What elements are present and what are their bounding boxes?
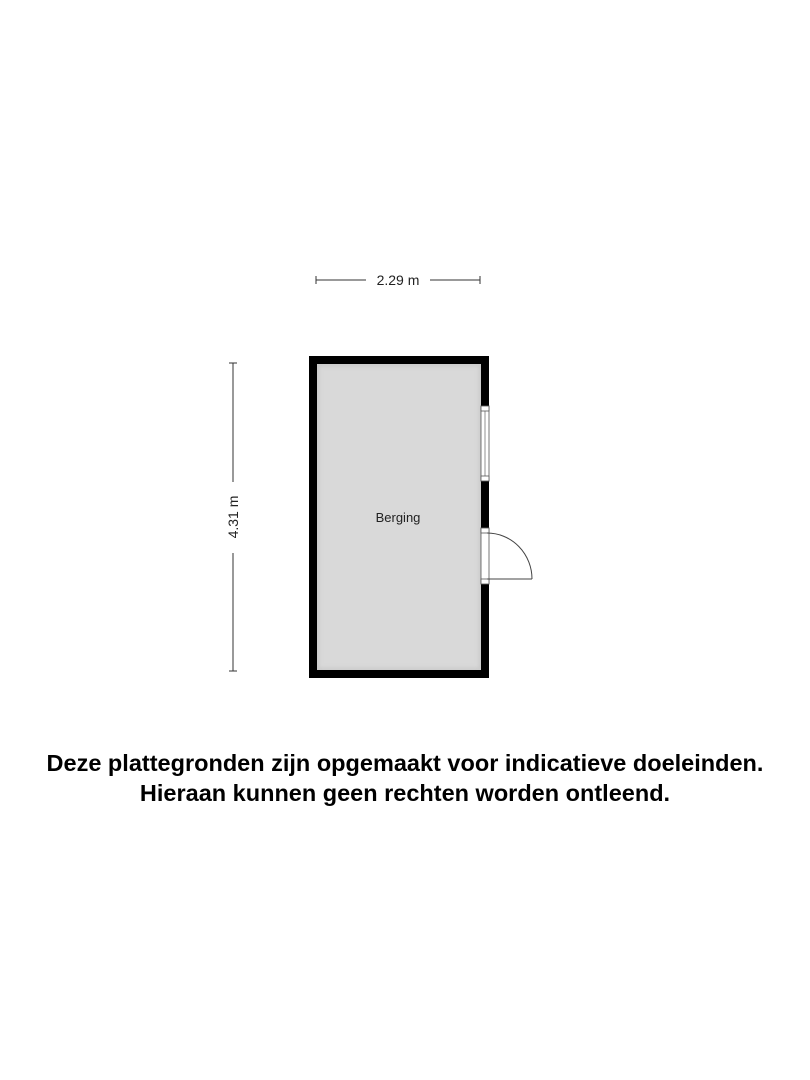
wall-right-segment-2 <box>481 481 489 528</box>
room-label-berging: Berging <box>375 510 421 525</box>
door-opening <box>481 528 489 584</box>
wall-top <box>309 356 489 364</box>
width-dimension <box>316 272 480 288</box>
disclaimer <box>0 748 810 808</box>
wall-bottom <box>309 670 489 678</box>
door <box>481 528 532 584</box>
wall-right-segment-3 <box>481 584 489 678</box>
window <box>481 406 489 481</box>
height-dimension-label: 4.31 m <box>225 495 241 539</box>
wall-left <box>309 356 317 678</box>
window-sill-bottom <box>481 476 489 481</box>
door-jamb-bottom <box>481 579 489 584</box>
wall-right-segment-1 <box>481 356 489 406</box>
door-swing-arc <box>487 533 532 579</box>
disclaimer-line-1: Deze plattegronden zijn opgemaakt voor indicatieve doeleinden. <box>46 750 764 776</box>
window-sill-top <box>481 406 489 411</box>
height-dimension <box>225 363 241 671</box>
width-dimension-label: 2.29 m <box>376 272 420 288</box>
disclaimer-line-2: Hieraan kunnen geen rechten worden ontleend. <box>139 780 671 806</box>
door-jamb-top <box>481 528 489 533</box>
